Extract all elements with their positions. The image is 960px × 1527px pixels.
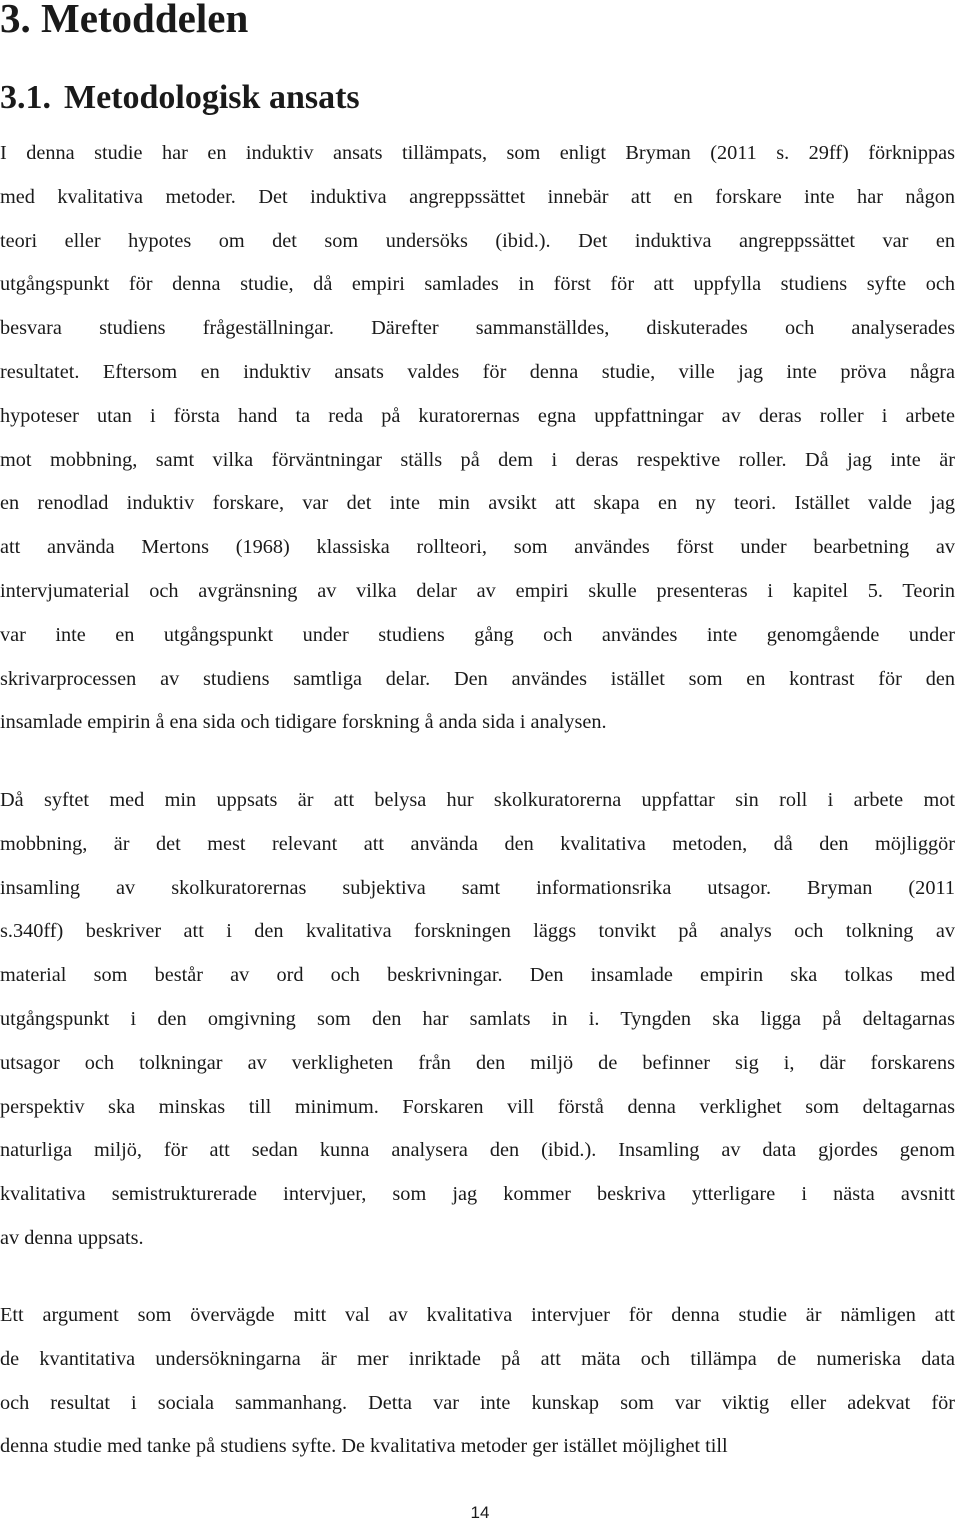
section-title: Metodologisk ansats (64, 79, 360, 116)
paragraph-3 (0, 1294, 955, 1469)
text-line: insamling av skolkuratorernas subjektiva samt informationsrika utsagor. Bryman (2011 (0, 876, 955, 899)
text-line: s.340ff) beskriver att i den kvalitativa forskningen läggs tonvikt på analys och tolkning av (0, 920, 955, 943)
text-line: besvara studiens frågeställningar. Därefter sammanställdes, diskuterades och analyserades (0, 317, 955, 340)
text-line: perspektiv ska minskas till minimum. Forskaren vill förstå denna verklighet som deltagarnas (0, 1095, 955, 1118)
text-line: av denna uppsats. (0, 1226, 144, 1249)
text-line: att använda Mertons (1968) klassiska rollteori, som användes först under bearbetning av (0, 536, 955, 559)
text-line: utsagor och tolkningar av verkligheten från den miljö de befinner sig i, där forskarens (0, 1051, 955, 1074)
text-line: mobbning, är det mest relevant att använda den kvalitativa metoden, då den möjliggör (0, 832, 955, 855)
section-heading (0, 76, 360, 120)
text-line: naturliga miljö, för att sedan kunna analysera den (ibid.). Insamling av data gjordes genom (0, 1139, 955, 1162)
text-line: material som består av ord och beskrivningar. Den insamlade empirin ska tolkas med (0, 964, 955, 987)
paragraph-1 (0, 132, 955, 745)
text-line: mot mobbning, samt vilka förväntningar ställs på dem i deras respektive roller. Då jag inte är (0, 448, 955, 471)
text-line: skrivarprocessen av studiens samtliga delar. Den användes istället som en kontrast för den (0, 667, 955, 690)
text-line: intervjumaterial och avgränsning av vilka delar av empiri skulle presenteras i kapitel 5. Teorin (0, 579, 955, 602)
text-line: utgångspunkt i den omgivning som den har samlats in i. Tyngden ska ligga på deltagarnas (0, 1007, 955, 1030)
section-number: 3.1. (0, 79, 51, 116)
text-line: med kvalitativa metoder. Det induktiva angreppssättet innebär att en forskare inte har någon (0, 185, 955, 208)
text-line: hypoteser utan i första hand ta reda på kuratorernas egna uppfattningar av deras roller i arbete (0, 404, 955, 427)
text-line: Ett argument som övervägde mitt val av kvalitativa intervjuer för denna studie är nämligen att (0, 1304, 955, 1326)
text-line: insamlade empirin å ena sida och tidigare forskning å anda sida i analysen. (0, 711, 607, 734)
chapter-title: 3. Metoddelen (0, 0, 249, 41)
page-number: 14 (470, 1503, 490, 1522)
text-line: kvalitativa semistrukturerade intervjuer, som jag kommer beskriva ytterligare i nästa avsnitt (0, 1183, 955, 1206)
text-line: denna studie med tanke på studiens syfte. De kvalitativa metoder ger istället möjlighet till (0, 1435, 728, 1458)
paragraph-2 (0, 779, 955, 1261)
text-line: de kvantitativa undersökningarna är mer inriktade på att mäta och tillämpa de numeriska data (0, 1347, 955, 1370)
text-line: utgångspunkt för denna studie, då empiri samlades in först för att uppfylla studiens syfte och (0, 273, 955, 296)
text-line: var inte en utgångspunkt under studiens gång och användes inte genomgående under (0, 623, 955, 646)
text-line: I denna studie har en induktiv ansats tillämpats, som enligt Bryman (2011 s. 29ff) förknippas (0, 142, 955, 164)
text-line: en renodlad induktiv forskare, var det inte min avsikt att skapa en ny teori. Istället valde jag (0, 492, 955, 515)
text-line: och resultat i sociala sammanhang. Detta var inte kunskap som var viktig eller adekvat för (0, 1391, 955, 1414)
text-line: resultatet. Eftersom en induktiv ansats valdes för denna studie, ville jag inte pröva några (0, 360, 955, 383)
text-line: Då syftet med min uppsats är att belysa hur skolkuratorerna uppfattar sin roll i arbete mot (0, 789, 955, 811)
text-line: teori eller hypotes om det som undersöks (ibid.). Det induktiva angreppssättet var en (0, 229, 955, 252)
